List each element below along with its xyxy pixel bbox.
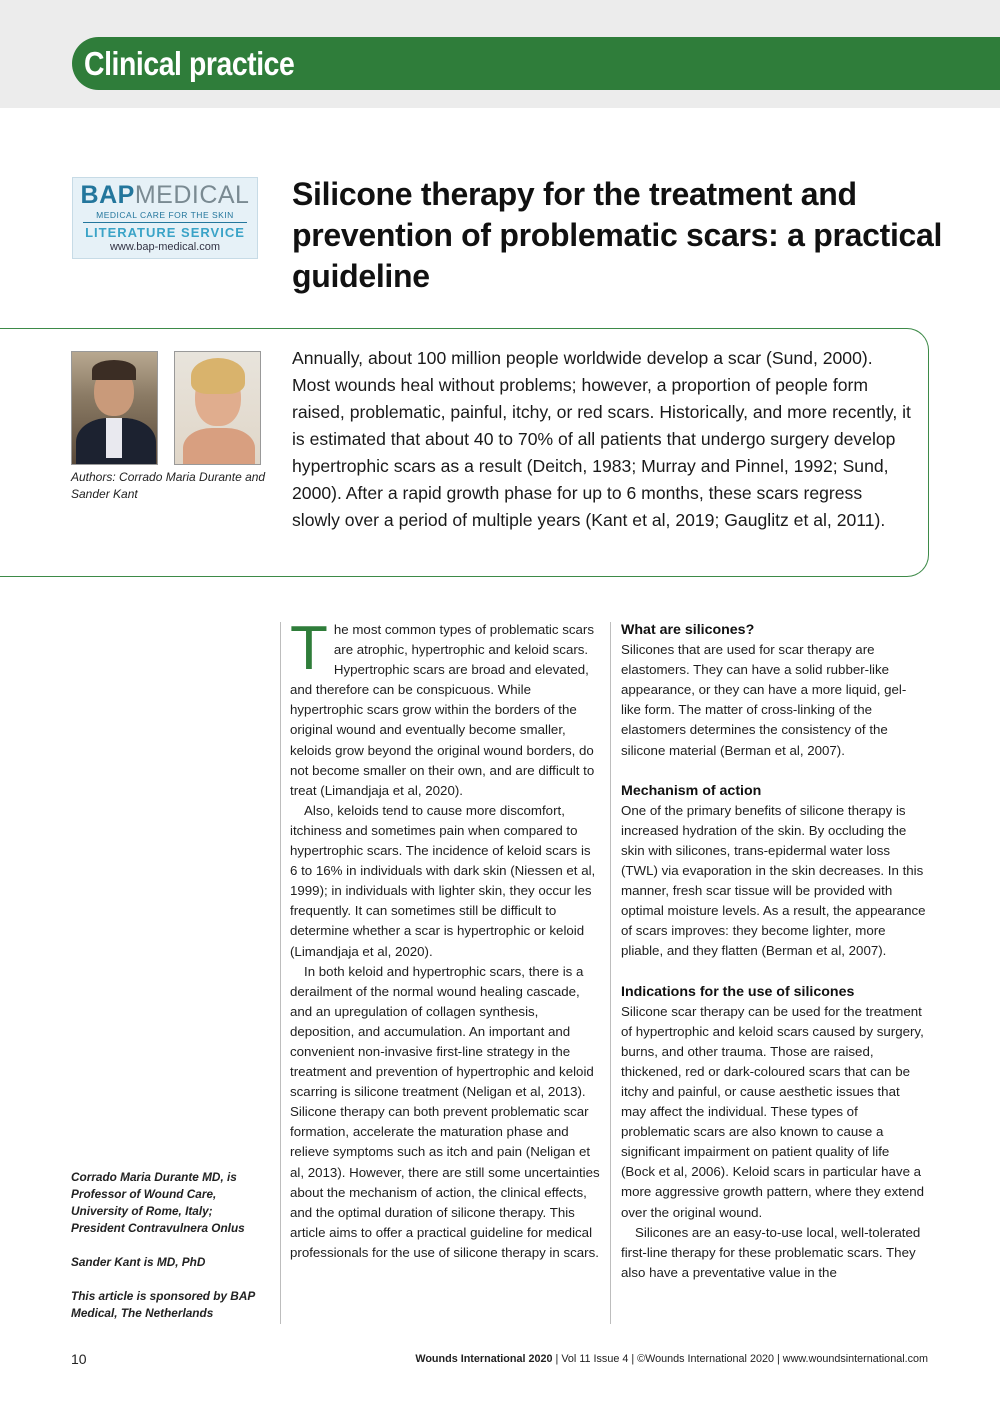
- column-divider-1: [280, 622, 281, 1324]
- body-paragraph: Also, keloids tend to cause more discomfort, itchiness and sometimes pain when compared to hypertrophic scars. The incidence of keloid scars is 6 to 16% in individuals with dark skin (Niessen et al, 1999); in individuals with lighter skin, they occur les frequently. It can sometimes still be difficult to determine whether a scar is hypertrophic or keloid (Limandjaja et al, 2020).: [290, 802, 596, 959]
- column-divider-2: [610, 622, 611, 1324]
- drop-cap: T: [290, 614, 328, 683]
- heading-indications: Indications for the use of silicones: [621, 983, 855, 1000]
- author-bios: [71, 1169, 261, 1339]
- page-number: 10: [71, 1351, 87, 1367]
- logo-service: LITERATURE SERVICE: [85, 225, 245, 240]
- section-title: Clinical practice: [84, 45, 295, 82]
- body-paragraph: In both keloid and hypertrophic scars, there is a derailment of the normal wound healing cascade, and an upregulation of collagen synthesis, deposition, and accumulation. An important and convenient non-invasive first-line strategy in the treatment and prevention of hypertrophic and keloid scarring is silicone treatment (Neligan et al, 2013). Silicone therapy can both prevent problematic scar formation, accelerate the maturation phase and relieve symptoms such as itch and pain (Neligan et al, 2013). However, there are still some uncertainties about the mechanism of action, the clinical effects, and the optimal duration of silicone therapy. This article aims to offer a practical guideline for medical professionals for the use of silicone therapy in scars.: [290, 963, 600, 1260]
- author-photo-durante: [71, 351, 158, 465]
- bio-durante: Corrado Maria Durante MD, is Professor of Wound Care, University of Rome, Italy; President Contravulnera Onlus: [71, 1170, 245, 1235]
- article-title: Silicone therapy for the treatment and prevention of problematic scars: a practical guideline: [292, 176, 943, 294]
- logo-url[interactable]: www.bap-medical.com: [109, 241, 221, 253]
- logo-brand: BAPMEDICAL: [80, 181, 250, 209]
- body-paragraph: Silicone scar therapy can be used for the treatment of hypertrophic and keloid scars caused by surgery, burns, and other trauma. Those are raised, thickened, red or dark-coloured scars that can be itchy and painful, or cause aesthetic issues that may affect the individual. These types of problematic scars are also known to cause a significant impairment on patient quality of life (Bock et al, 2006). Keloid scars in particular have a more aggressive growth pattern, where they extend over the original wound.: [621, 1003, 925, 1220]
- body-paragraph: One of the primary benefits of silicone therapy is increased hydration of the skin. By occluding the skin with silicones, trans-epidermal water loss (TWL) via evaporation in the skin decreases. In this manner, fresh scar tissue will be provided with optimal moisture levels. As a result, the appearance of scars improves: they become lighter, more pliable, and they flatten (Berman et al, 2007).: [621, 802, 926, 959]
- sponsor-note: This article is sponsored by BAP Medical, The Netherlands: [71, 1289, 255, 1320]
- bio-kant: Sander Kant is MD, PhD: [71, 1255, 206, 1269]
- body-paragraph: Silicones are an easy-to-use local, well-tolerated first-line therapy for these problematic scars. They also have a preventative value in the: [621, 1224, 921, 1280]
- footer-journal: Wounds International 2020 | Vol 11 Issue 4 | ©Wounds International 2020 | www.woundsinternational.com: [415, 1353, 928, 1365]
- author-photo-kant: [174, 351, 261, 465]
- logo-tagline: MEDICAL CARE FOR THE SKIN: [96, 210, 234, 220]
- logo-divider: [83, 222, 247, 223]
- body-paragraph: The most common types of problematic scars are atrophic, hypertrophic and keloid scars. Hypertrophic scars are broad and elevated, and therefore can be conspicuous. While hypertrophic scars grow within the borders of the original wound and eventually become smaller, keloids grow beyond the original wound borders, do not become smaller on their own, and are difficult to treat (Limandjaja et al, 2020).: [290, 614, 595, 798]
- heading-mechanism-of-action: Mechanism of action: [621, 782, 762, 799]
- body-paragraph: Silicones that are used for scar therapy are elastomers. They can have a solid rubber-like appearance, or they can have a more liquid, gel-like form. The matter of cross-linking of the elastomers determines the consistency of the silicone material (Berman et al, 2007).: [621, 642, 907, 758]
- authors-caption: Authors: Corrado Maria Durante and Sander Kant: [71, 470, 266, 501]
- body-column-2: [621, 620, 926, 1283]
- bap-medical-logo[interactable]: [72, 177, 258, 259]
- body-column-1: [290, 614, 600, 1263]
- heading-what-are-silicones: What are silicones?: [621, 622, 755, 638]
- intro-paragraph: Annually, about 100 million people worldwide develop a scar (Sund, 2000). Most wounds heal without problems; however, a proportion of people form raised, problematic, painful, itchy, or red scars. Historically, and more recently, it is estimated that about 40 to 70% of all patients that undergo surgery develop hypertrophic scars as a result (Deitch, 1983; Murray and Pinnel, 1992; Sund, 2000). After a rapid growth phase for up to 6 months, these scars regress slowly over a period of multiple years (Kant et al, 2019; Gauglitz et al, 2011).: [292, 348, 911, 530]
